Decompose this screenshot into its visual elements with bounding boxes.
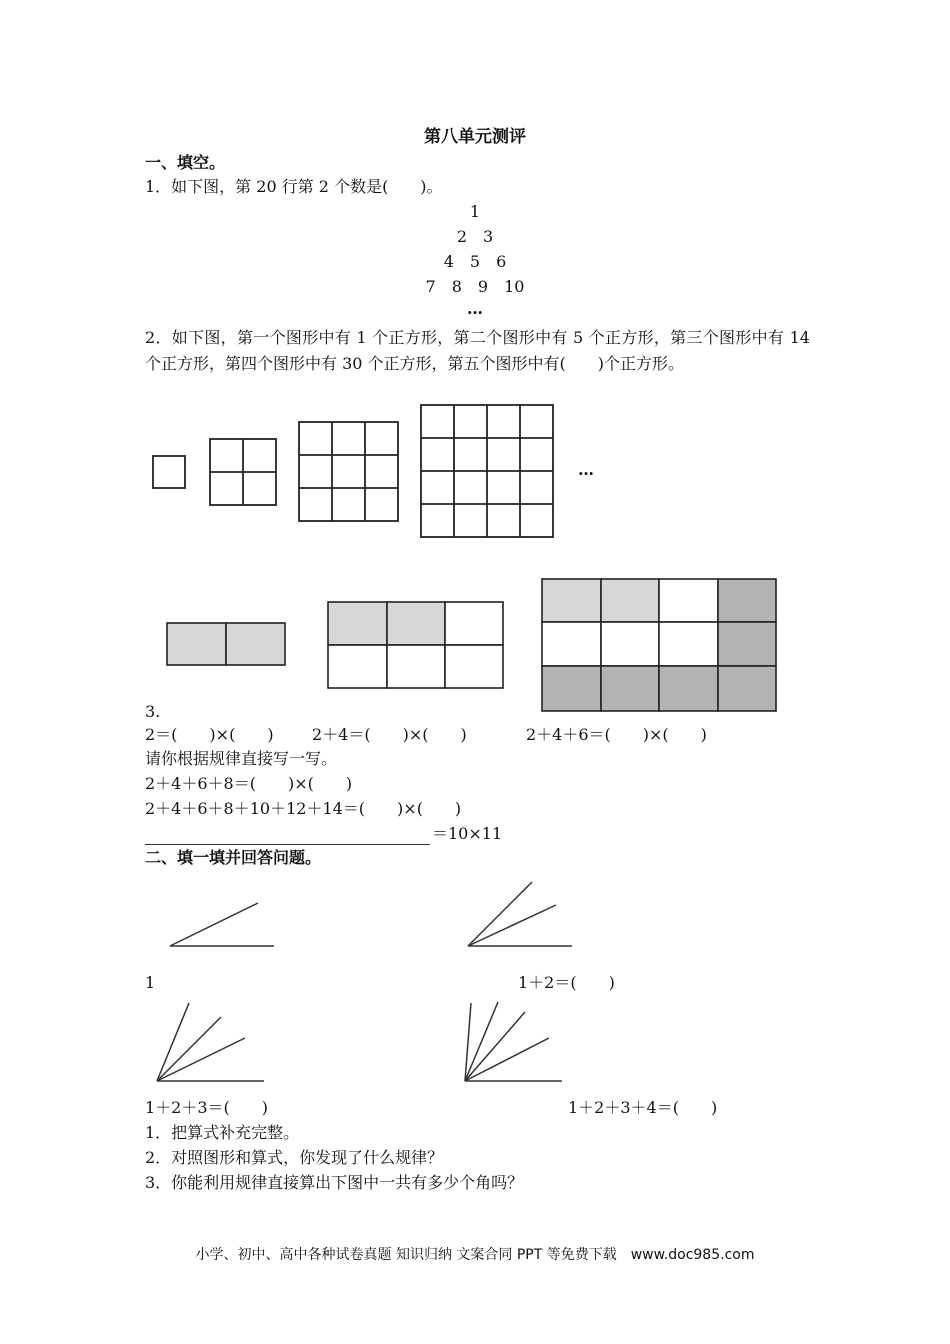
q3-formula-3: 2＋4＋6＝( )×( ) — [526, 725, 707, 744]
q1-text: 1．如下图，第 20 行第 2 个数是( )。 — [145, 177, 443, 196]
grids-ellipsis: … — [578, 460, 594, 479]
page-footer: 小学、初中、高中各种试卷真题 知识归纳 文案合同 PPT 等免费下载 www.doc985.com — [195, 1247, 755, 1263]
section2-question-2: 2．对照图形和算式，你发现了什么规律？ — [145, 1148, 444, 1167]
angle-caption-2: 1＋2＝( ) — [518, 973, 615, 992]
angle-caption-4: 1＋2＋3＋4＝( ) — [568, 1098, 718, 1117]
section2-question-1: 1．把算式补充完整。 — [145, 1123, 300, 1142]
section1-heading: 一、填空。 — [145, 153, 226, 172]
q3-formula-6-suffix: ＝10×11 — [432, 824, 503, 843]
section2-heading: 二、填一填并回答问题。 — [145, 848, 322, 867]
q3-number: 3. — [145, 702, 161, 721]
triangle-row: 7 8 9 10 — [425, 277, 525, 296]
angle-figure-2 — [468, 882, 572, 946]
q3-formula-1: 2＝( )×( ) — [145, 725, 274, 744]
angle-caption-1: 1 — [145, 973, 156, 992]
triangle-row: 1 — [469, 202, 481, 221]
angle-figure-1 — [170, 903, 274, 946]
triangle-row: 2 3 — [456, 227, 494, 246]
angle-caption-3: 1＋2＋3＝( ) — [145, 1098, 269, 1117]
triangle-row: 4 5 6 — [443, 252, 507, 271]
triangle-ellipsis: … — [467, 299, 483, 318]
q3-formula-4: 2＋4＋6＋8＝( )×( ) — [145, 774, 353, 793]
q3-formula-5: 2＋4＋6＋8＋10＋12＋14＝( )×( ) — [145, 799, 462, 818]
q2-text: 2．如下图，第一个图形中有 1 个正方形，第二个图形中有 5 个正方形，第三个图形中有 14 个正方形，第四个图形中有 30 个正方形，第五个图形中有( )个正方形。 — [145, 328, 810, 373]
angle-figure-3 — [157, 1003, 264, 1081]
q3-instruction: 请你根据规律直接写一写。 — [145, 749, 338, 768]
q3-formula-2: 2＋4＝( )×( ) — [312, 725, 467, 744]
page-title: 第八单元测评 — [424, 127, 526, 147]
section2-question-3: 3．你能利用规律直接算出下图中一共有多少个角吗？ — [145, 1173, 524, 1192]
angle-figure-4 — [465, 1002, 562, 1081]
